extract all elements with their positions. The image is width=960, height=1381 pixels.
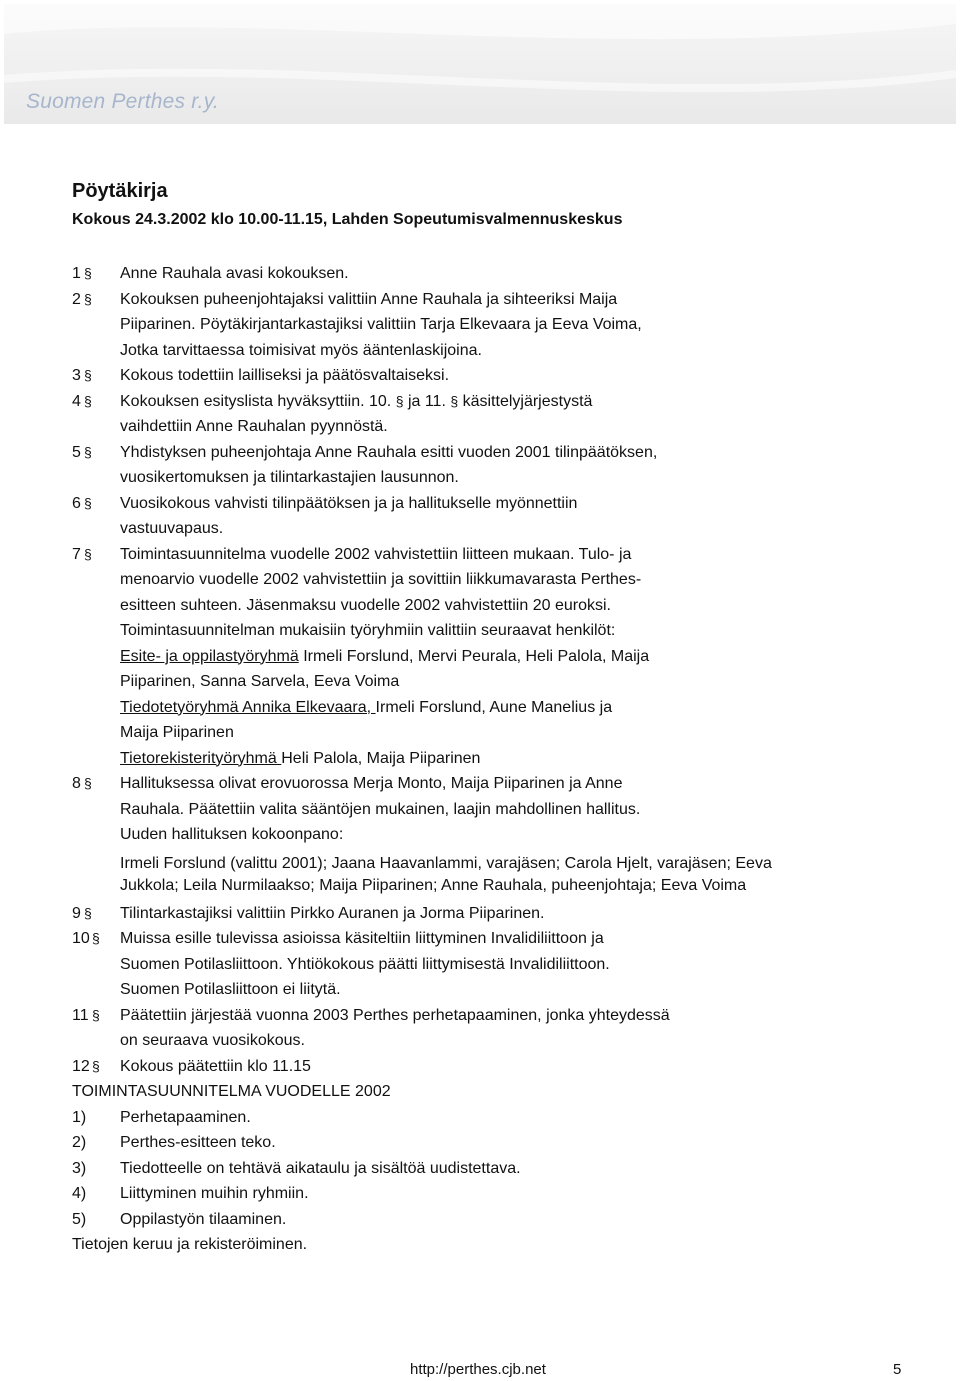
item-text: Suomen Potilasliittoon. Yhtiökokous päätti liittymisestä Invalidiliittoon. [120, 955, 610, 973]
minutes-item-11 [72, 1003, 892, 1029]
board-composition [72, 853, 892, 875]
item-text-part: ja 11. [407, 392, 446, 410]
item-text: Suomen Potilasliittoon ei liitytä. [120, 981, 341, 998]
minutes-item-5 [72, 440, 892, 466]
item-continuation [72, 338, 892, 364]
item-number: 11 [72, 1006, 89, 1024]
item-continuation [72, 977, 892, 1003]
page-number: 5 [893, 1361, 902, 1378]
item-text: Yhdistyksen puheenjohtaja Anne Rauhala esitti vuoden 2001 tilinpäätöksen, [120, 443, 658, 461]
minutes-item-7 [72, 542, 892, 568]
section-icon: § [92, 1057, 100, 1074]
footer-url: http://perthes.cjb.net [410, 1361, 546, 1378]
minutes-item-10 [72, 926, 892, 952]
item-text: Jukkola; Leila Nurmilaakso; Maija Piiparinen; Anne Rauhala, puheenjohtaja; Eeva Voima [120, 876, 747, 894]
item-text: vastuuvapaus. [120, 520, 224, 537]
item-continuation [72, 669, 892, 695]
item-text: Kokouksen puheenjohtajaksi valittiin Anne Rauhala ja sihteeriksi Maija [120, 290, 618, 308]
section-icon: § [84, 290, 92, 307]
item-text: Piiparinen. Pöytäkirjantarkastajiksi valittiin Tarja Elkevaara ja Eeva Voima, [120, 316, 642, 333]
item-text: Tilintarkastajiksi valittiin Pirkko Auranen ja Jorma Piiparinen. [120, 904, 545, 922]
item-number: 1 [72, 265, 81, 282]
minutes-item-8 [72, 771, 892, 797]
item-number: 5) [72, 1210, 87, 1228]
meeting-info: Kokous 24.3.2002 klo 10.00-11.15, Lahden Sopeutumisvalmennuskeskus [72, 211, 623, 228]
minutes-item-3 [72, 363, 892, 389]
minutes-item-9 [72, 901, 892, 927]
item-continuation [72, 516, 892, 542]
working-group-label: Esite- ja oppilastyöryhmä [120, 647, 299, 665]
item-continuation [72, 618, 892, 644]
working-group-tiedote [72, 695, 892, 721]
item-text: Päätettiin järjestää vuonna 2003 Perthes perhetapaaminen, jonka yhteydessä [120, 1006, 670, 1024]
item-continuation [72, 875, 892, 901]
organization-logo: Suomen Perthes r.y. [26, 90, 219, 113]
section-icon: § [84, 392, 92, 409]
item-number: 7 [72, 545, 81, 563]
item-continuation [72, 822, 892, 848]
minutes-item-6 [72, 491, 892, 517]
item-number: 2 [72, 290, 81, 308]
item-text: Toimintasuunnitelman mukaisiin työryhmiin valittiin seuraavat henkilöt: [120, 622, 616, 639]
item-continuation [72, 567, 892, 593]
item-text: Irmeli Forslund (valittu 2001); Jaana Haavanlammi, varajäsen; Carola Hjelt, varajäsen; Eeva [120, 854, 772, 872]
minutes-item-2 [72, 287, 892, 313]
section-icon: § [84, 367, 92, 383]
item-number: 3) [72, 1159, 87, 1177]
item-number: 6 [72, 494, 81, 512]
item-text: vaihdettiin Anne Rauhalan pyynnöstä. [120, 418, 388, 435]
plan-item [72, 1105, 892, 1131]
section-icon: § [450, 392, 459, 409]
item-continuation [72, 797, 892, 823]
plan-closing-text: Tietojen keruu ja rekisteröiminen. [72, 1236, 308, 1253]
item-text: esitteen suhteen. Jäsenmaksu vuodelle 2002 vahvistettiin 20 euroksi. [120, 596, 611, 614]
item-continuation [72, 312, 892, 338]
item-text [120, 746, 480, 772]
section-icon: § [92, 1006, 100, 1023]
minutes-body [72, 261, 892, 1258]
working-group-esite [72, 644, 892, 670]
item-text: Vuosikokous vahvisti tilinpäätöksen ja ja hallitukselle myönnettiin [120, 494, 578, 512]
working-group-members: Irmeli Forslund, Mervi Peurala, Heli Palola, Maija [298, 647, 650, 665]
item-text: Oppilastyön tilaaminen. [120, 1210, 287, 1228]
item-number: 9 [72, 904, 81, 922]
item-text: Toimintasuunnitelma vuodelle 2002 vahvistettiin liitteen mukaan. Tulo- ja [120, 545, 632, 563]
plan-heading-text: TOIMINTASUUNNITELMA VUODELLE 2002 [72, 1083, 391, 1100]
item-text: Perhetapaaminen. [120, 1108, 251, 1126]
item-text: Anne Rauhala avasi kokouksen. [120, 265, 349, 282]
working-group-members: Heli Palola, Maija Piiparinen [281, 749, 481, 767]
minutes-item-12 [72, 1054, 892, 1080]
item-text: Tiedotteelle on tehtävä aikataulu ja sisältöä uudistettava. [120, 1159, 521, 1177]
section-icon: § [84, 775, 92, 791]
working-group-label: Tiedotetyöryhmä Annika Elkevaara, [120, 698, 376, 716]
working-group-members: Irmeli Forslund, Aune Manelius ja [375, 698, 613, 716]
item-continuation [72, 465, 892, 491]
item-text [120, 389, 592, 415]
item-continuation [72, 1028, 892, 1054]
item-number: 10 [72, 930, 90, 947]
item-text: Muissa esille tulevissa asioissa käsiteltiin liittyminen Invalidiliittoon ja [120, 930, 604, 947]
item-text: Piiparinen, Sanna Sarvela, Eeva Voima [120, 673, 400, 690]
header-banner [4, 4, 956, 124]
minutes-item-1 [72, 261, 892, 287]
item-text: Jotka tarvittaessa toimisivat myös ääntenlaskijoina. [120, 341, 482, 359]
item-number: 5 [72, 443, 81, 461]
item-text: Kokous päätettiin klo 11.15 [120, 1057, 311, 1075]
item-text-part: käsittelyjärjestystä [462, 392, 593, 410]
plan-item [72, 1207, 892, 1233]
item-continuation [72, 720, 892, 746]
item-text: Maija Piiparinen [120, 724, 234, 741]
item-text: vuosikertomuksen ja tilintarkastajien lausunnon. [120, 469, 459, 486]
item-text: menoarvio vuodelle 2002 vahvistettiin ja sovittiin liikkumavarasta Perthes- [120, 571, 642, 588]
plan-heading [72, 1079, 892, 1105]
plan-item [72, 1130, 892, 1156]
item-continuation [72, 414, 892, 440]
section-icon: § [92, 930, 100, 946]
item-text [120, 644, 649, 670]
plan-item [72, 1156, 892, 1182]
minutes-item-4 [72, 389, 892, 415]
item-text: Rauhala. Päätettiin valita sääntöjen mukainen, laajin mahdollinen hallitus. [120, 800, 641, 818]
item-number: 3 [72, 367, 81, 384]
working-group-label: Tietorekisterityöryhmä [120, 749, 282, 767]
item-number: 12 [72, 1057, 90, 1075]
item-text: Liittyminen muihin ryhmiin. [120, 1185, 309, 1202]
working-group-tietorekisteri [72, 746, 892, 772]
item-text: Perthes-esitteen teko. [120, 1134, 276, 1151]
item-text: Uuden hallituksen kokoonpano: [120, 826, 344, 843]
item-text-part: Kokouksen esityslista hyväksyttiin. 10. [120, 392, 392, 410]
plan-closing [72, 1232, 892, 1258]
document-title: Pöytäkirja [72, 180, 168, 202]
item-text: Kokous todettiin lailliseksi ja päätösvaltaiseksi. [120, 367, 450, 384]
item-number: 1) [72, 1108, 87, 1126]
item-text: on seuraava vuosikokous. [120, 1032, 305, 1049]
section-icon: § [84, 494, 92, 511]
item-number: 2) [72, 1134, 87, 1151]
item-number: 8 [72, 775, 81, 792]
item-continuation [72, 593, 892, 619]
section-icon: § [84, 904, 92, 921]
item-text: Hallituksessa olivat erovuorossa Merja Monto, Maija Piiparinen ja Anne [120, 775, 623, 792]
section-icon: § [84, 443, 92, 460]
item-number: 4) [72, 1185, 87, 1202]
plan-item [72, 1181, 892, 1207]
section-icon: § [395, 392, 404, 409]
item-number: 4 [72, 392, 81, 410]
section-icon: § [84, 265, 92, 281]
item-continuation [72, 952, 892, 978]
section-icon: § [84, 545, 92, 562]
item-text [120, 695, 612, 721]
